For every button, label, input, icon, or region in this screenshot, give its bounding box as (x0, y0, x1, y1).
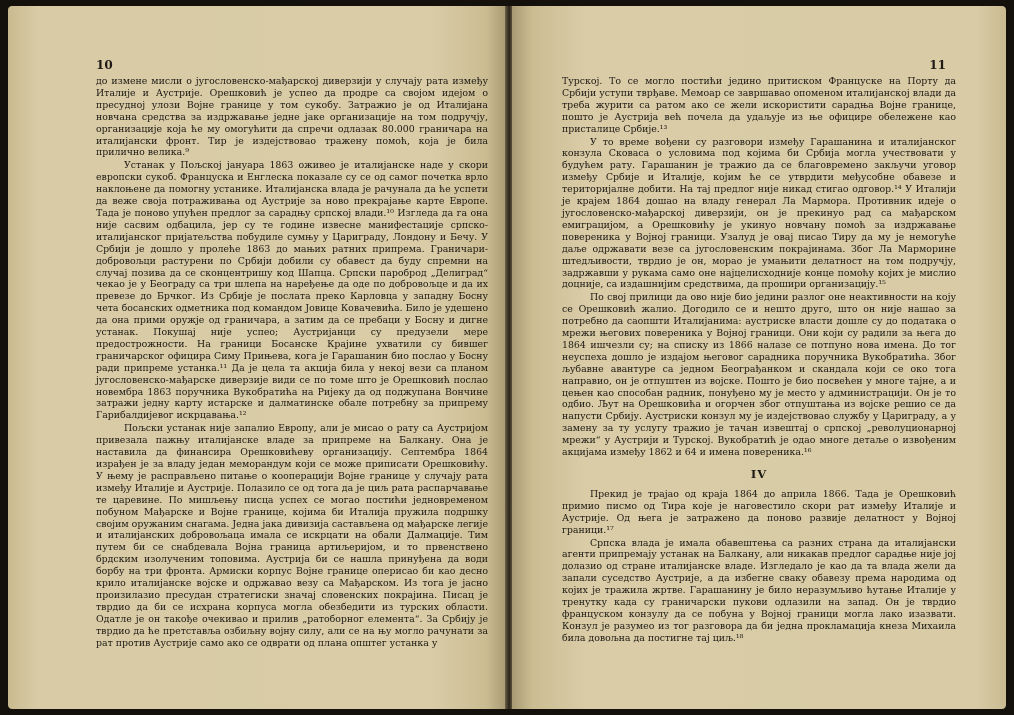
paragraph: Прекид је трајао од краја 1864 до априла 1866. Тада је Орешковић примио писмо од Тира које је наговестило скори рат између Италије и Аустрије. Од њега је затражено да поново развије делатност у Војној граници.¹⁷ (562, 488, 956, 536)
left-page-text (96, 76, 488, 650)
paragraph: По свој прилици да ово није био једини разлог оне неактивности на коју се Орешковић жалио. Догодило се и нешто друго, што он није нашао за потребно да саопшти Италијанима: аустриске власти дошле су до података о мрежи његових повереника у Војној граници. Они који су радили за њега до 1864 ишчезли су; на списку из 1866 налазе се потпуно нова имена. До тог неуспеха дошло је издајом његовог сарадника поручника Вукобратића. Због љубавне авантуре са једном Београђанком и скандала који се око тога направио, он је отпуштен из војске. Пошто је био посвећен у многе тајне, а и цењен као способан радник, понуђено му је место у администрацији. Он је то одбио. Љут на Орешковића и огорчен због отпуштања из војске решио се да напусти Србију. Аустриски конзул му је издејствовао службу у Цариграду, а у замену за ту услугу тражио је тачан извештај о српској „револуционарној мрежи“ у Аустрији и Турској. Вукобратић је одао многе детаље о извођеним акцијама између 1862 и 64 и имена повереника.¹⁶ (562, 292, 956, 459)
paragraph: Турској. То се могло постићи једино притиском Француске на Порту да Србији уступи тврђаве. Мемоар се завршавао опоменом италијанској влади да треба журити са ратом ако се жели искористити сарадња Војне границе, пошто је Аустрија већ почела да удаљује из ње официре обележене као присталице Србије.¹³ (562, 76, 956, 135)
page-number-right: 11 (929, 58, 946, 72)
right-page-text (562, 76, 956, 645)
left-page (8, 6, 506, 709)
page-number-left: 10 (96, 58, 113, 72)
section-heading: IV (750, 467, 768, 481)
paragraph: У то време вођени су разговори између Гарашанина и италијанског конзула Сковаса о условима под којима би Србија могла учествовати у будућем рату. Гарашанин је тражио да се благовремено закључи уговор између Србије и Италије, којим ће се утврдити међусобне обавезе и територијалне добити. На тај предлог није никад стигао одговор.¹⁴ У Италији је крајем 1864 дошао на владу генерал Ла Мармора. Противник идеје о југословенско-мађарској диверзији, он је прекинуо рад са мађарском емиграцијом, а Орешковићу је укинуо новчану помоћ за издржавање повереника у Војној граници. Узалуд је овај писао Тиру да му је немогуће даље одржавати везе са југословенским покрајинама. Због Ла Марморине штедљивости, тврдио је он, морао је умањити делатност на том подручју, задржавши у рукама само оне најцелисходније конце помоћу којих је мислио доцније, са издашнијим средствима, да прошири организацију.¹⁵ (562, 136, 956, 291)
paragraph: Пољски устанак није запалио Европу, али је мисао о рату са Аустријом привезала пажњу италијанске владе за припреме на Балкану. Она је наставила да финансира Орешковићеву организацију. Септембра 1864 израђен је за владу један меморандум који се може приписати Орешковићу. У њему је расправљено питање о кооперацији Војне границе у случају рата између Италије и Аустрије. Полазило се од тога да је циљ рата распарчавање те царевине. По мишљењу писца успех се могао постићи једновременом побуном Мађарске и Војне границе, којима би Италија пружила подршку својим оружаним снагама. Једна јака дивизија састављена од мађарске легије и италијанских добровољаца имала се искрцати на обали Далмације. Тим путем би се снабдевала Војна граница артиљеријом, и то првенствено брдским изолученим топовима. Аустрија би се нашла принуђена да води борбу на три фронта. Армиски корпус Војне границе оперисао би као десно крило италијанске војске и одржавао везу са Мађарском. Из тога је јасно произилазио пресудан стратегиски значај словенских покрајина. Писац је тврдио да би се исхрана корпуса могла обезбедити из турских области. Одатле је он такође очекивао и прилив „ратоборног елемента“. За Србију је тврдио да ће претставља озбиљну војну силу, али се на њу могло рачунати за рат против Аустрије само ако се одврати од плана општег устанка у (96, 423, 488, 649)
paragraph: до измене мисли о југословенско-мађарској диверзији у случају рата између Италије и Аустрије. Орешковић је успео да продре са својом идејом о пресудној улози Војне границе у том сукобу. Затражио је од Италијана новчана средства за издржавање једне јаке организације на том подручју, организације која ће му омогућити да спречи одлазак 80.000 граничара на италијански фронт. Тир је издејствовао тражену помоћ, која је била прилично велика.⁹ (96, 76, 488, 159)
right-page (512, 6, 1006, 709)
paragraph: Устанак у Пољској јануара 1863 оживео је италијанске наде у скори европски сукоб. Француска и Енглеска показале су се од самог почетка врло наклоњене да помогну устанике. Италијанска влада је рачунала да ће успети да веже своја потраживања од Аустрије за ново прекрајање карте Европе. Тада је поново упућен предлог за сарадњу српској влади.¹⁰ Изгледа да га она није сасвим одбацила, јер су те године извесне манифестације српско-италијанског пријатељства побудиле сумњу у Цариграду, Лондону и Бечу. У Србији је дошло у пролеће 1863 до мањих ратних припрема. Граничари-добровољци растурени по Србији добили су обавест да буду спремни на случај позива да се сконцентришу код Шапца. Српски пароброд „Делиград“ чекао је у Београду са три шлепа на наређење да оде по добровољце и да их превезе до Брчког. Из Србије је послата преко Карловца у западну Босну чета босанских одметника под командом Јовице Ковачевића. Било је удешено да она прими оружје од граничара, а затим да се пребаци у Босну и дигне устанак. Покушај није успео; Аустријанци су предузели мере предострожности. На граници Босанске Крајине ухватили су бившег граничарског официра Симу Прињева, кога је Гарашанин био послао у Босну ради припреме устанка.¹¹ Да је цела та акција била у некој вези са планом југословенско-мађарске диверзије види се по томе што је Орешковић послао новембра 1863 поручника Вукобратића на Ријеку да од поджупана Вончине затражи једну карту истарске и далматинске обале потребну за припрему Гарибалдијевог искрцавања.¹² (96, 160, 488, 422)
paragraph: Српска влада је имала обавештења са разних страна да италијански агенти припремају устанак на Балкану, али никакав предлог сарадње није јој долазио од стране италијанске владе. Изгледало је као да та влада жели да запали суседство Аустрије, а да избегне сваку обавезу према народима од којих је тражила жртве. Гарашанину је било неразумљиво ћутање Италије у тренутку када су граничарски пукови одлазили на запад. Он је тврдио француском конзулу да се побуна у Војној граници могла лако изазвати. Конзул је разумео из тог разговора да би једна прокламација кнеза Михаила била довољна да постигне тај циљ.¹⁸ (562, 537, 956, 644)
